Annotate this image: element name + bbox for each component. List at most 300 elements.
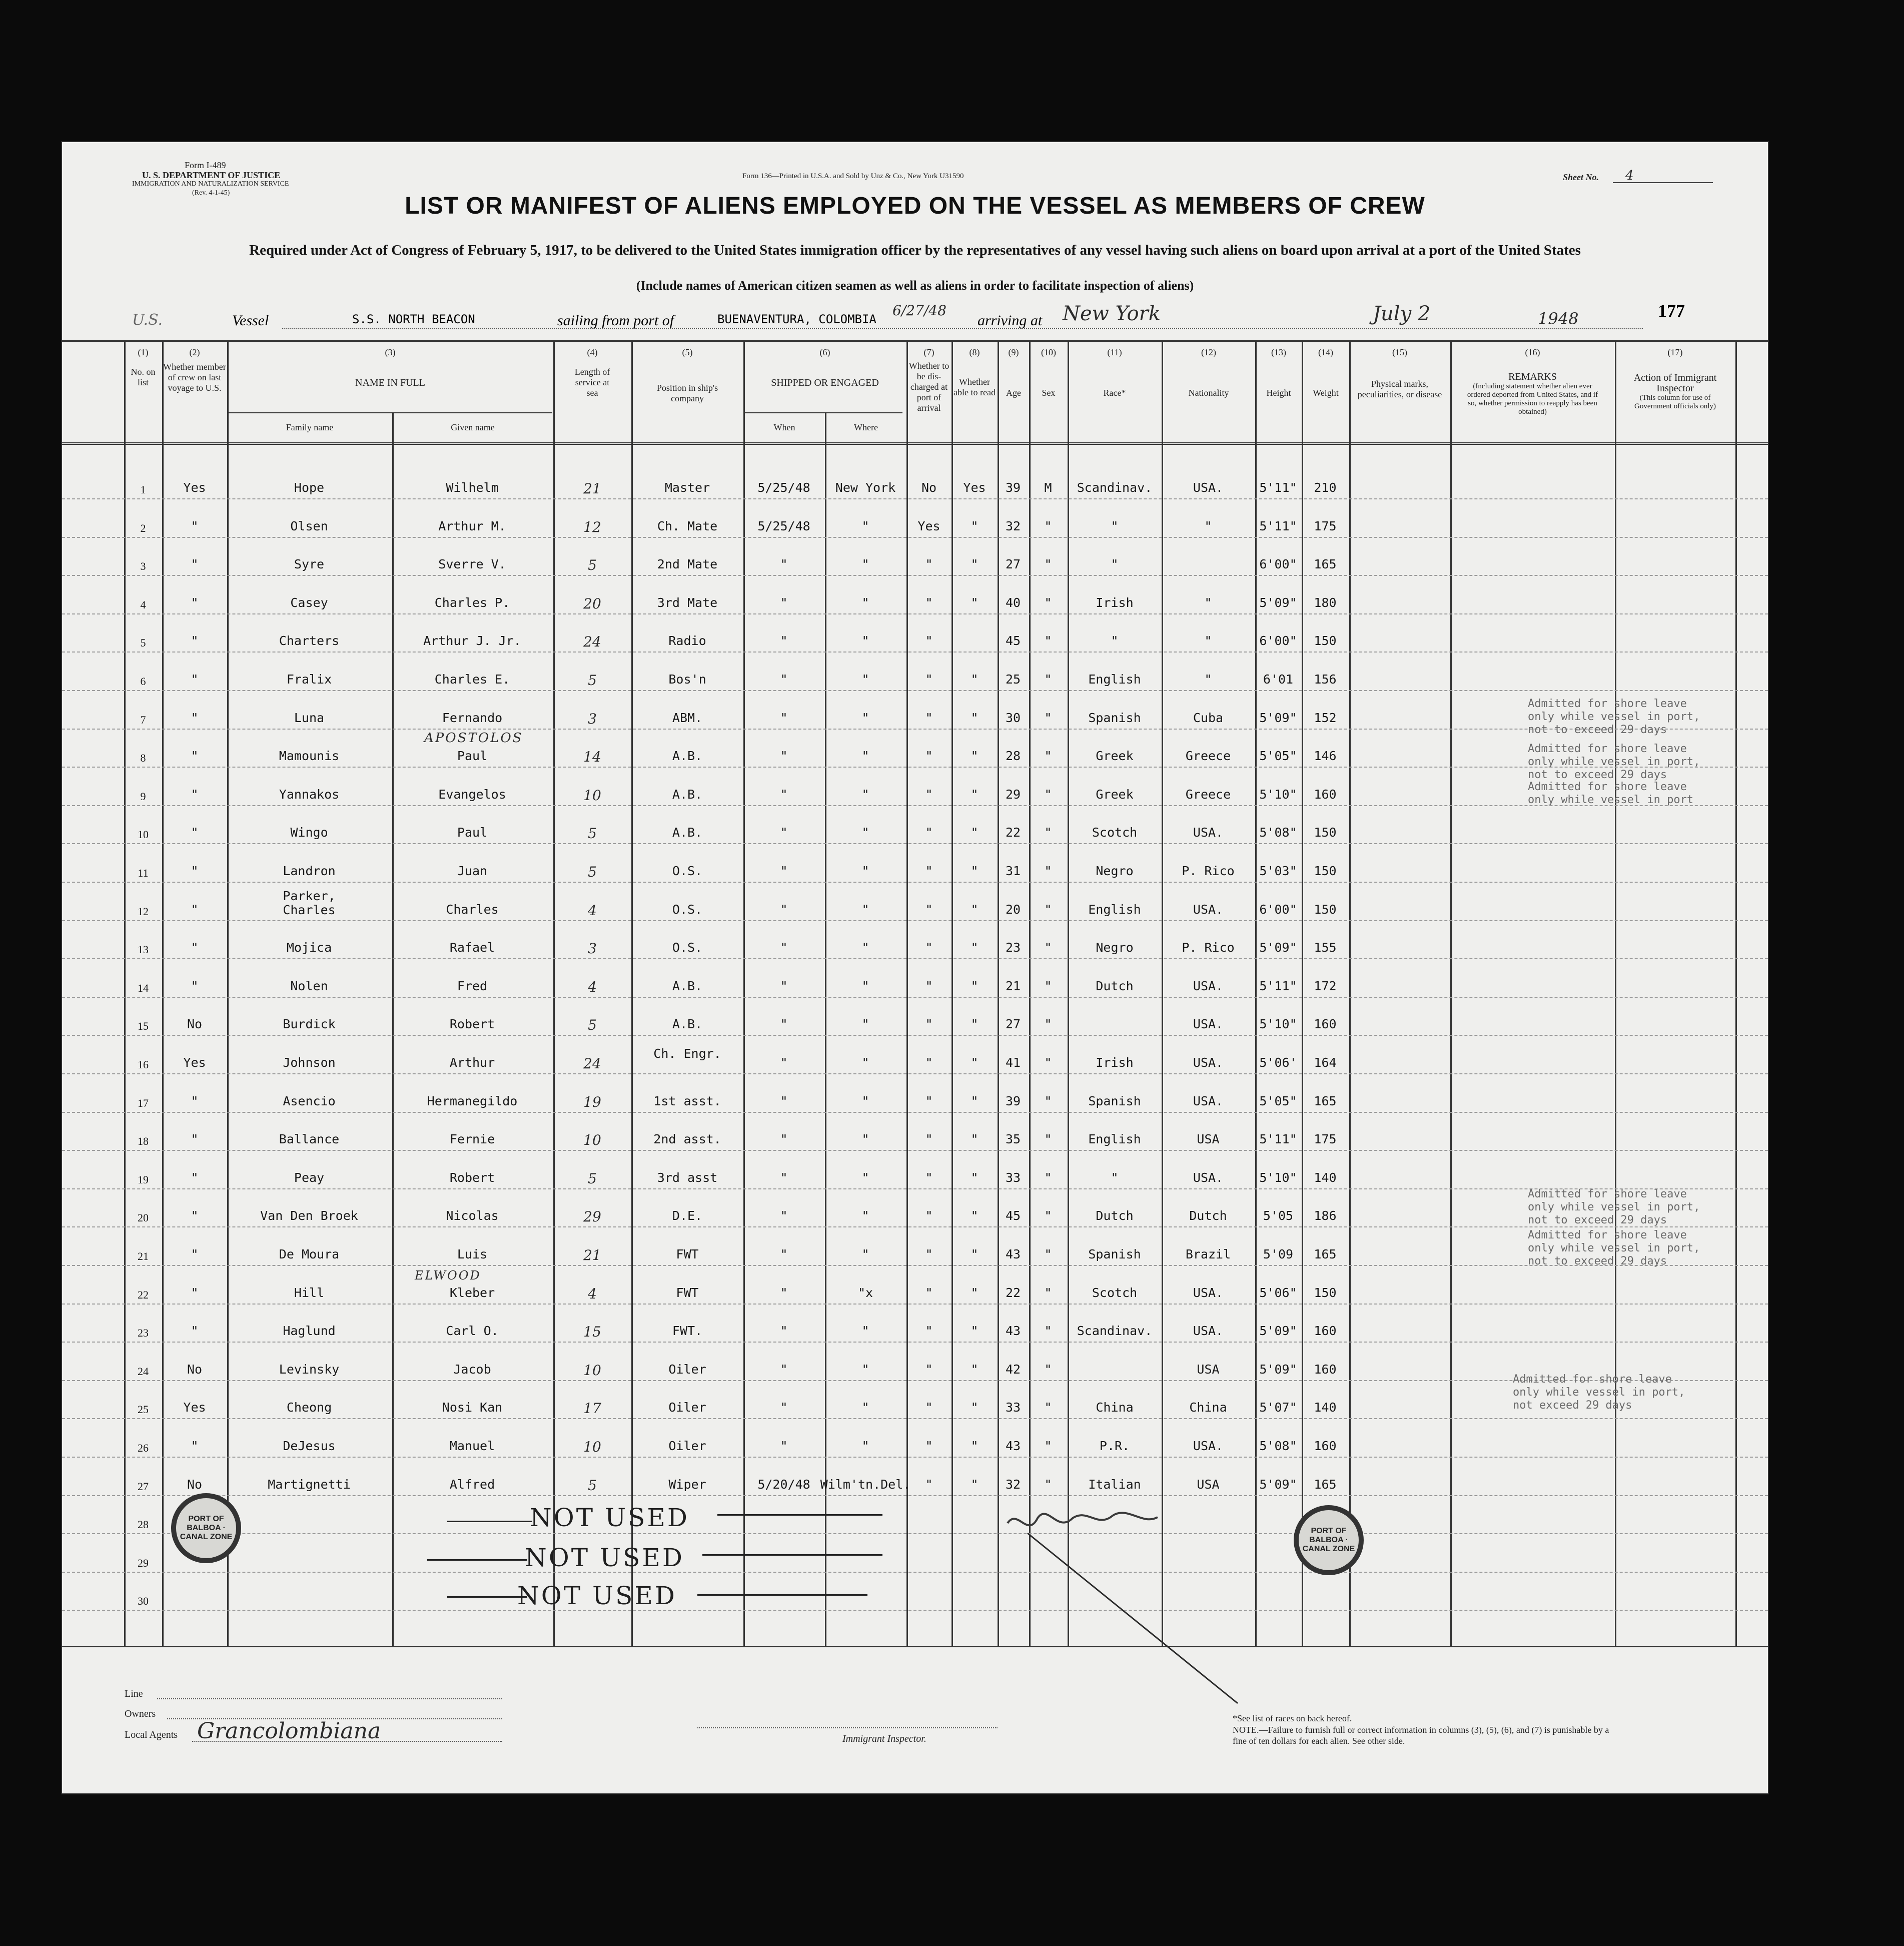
cell-read: ": [971, 1439, 979, 1453]
cell-disch: ": [925, 633, 933, 648]
cell-position: Ch. Mate: [657, 518, 718, 533]
cell-no: 20: [138, 1211, 149, 1224]
cell-no: 2: [140, 521, 146, 534]
row-rule: [62, 652, 1768, 653]
cell-when: ": [780, 864, 788, 878]
cell-service: 4: [588, 978, 597, 995]
cell-position: 2nd asst.: [653, 1132, 721, 1147]
cell-race: Italian: [1088, 1477, 1141, 1492]
cell-given: Hermanegildo: [427, 1093, 518, 1108]
cell-sex: ": [1044, 1093, 1052, 1108]
cell-weight: 150: [1314, 864, 1337, 878]
cell-when: ": [780, 749, 788, 764]
cell-sex: M: [1044, 480, 1052, 495]
col-header-11: (11) Race*: [1103, 347, 1126, 398]
cell-service: 10: [583, 1362, 601, 1379]
cell-given: Nicolas: [446, 1208, 499, 1223]
row-rule: [62, 1226, 1768, 1227]
cell-age: 22: [1005, 825, 1021, 840]
cell-prev: ": [191, 1170, 199, 1185]
cell-prev: ": [191, 633, 199, 648]
cell-service: 21: [583, 1247, 601, 1263]
cell-height: 5'08": [1259, 1439, 1297, 1453]
cell-age: 20: [1005, 902, 1021, 917]
cell-given: Arthur J. Jr.: [423, 633, 521, 648]
cell-sex: ": [1044, 710, 1052, 725]
cell-nat: USA.: [1193, 1170, 1224, 1185]
cell-prev: ": [191, 672, 199, 687]
cell-sex: ": [1044, 1208, 1052, 1223]
cell-position: Oiler: [668, 1362, 706, 1377]
not-used-line: [717, 1514, 882, 1516]
cell-weight: 180: [1314, 595, 1337, 610]
cell-given: Wilhelm: [446, 480, 499, 495]
cell-race: Spanish: [1088, 710, 1141, 725]
cell-where: ": [861, 1362, 869, 1377]
cell-no: 29: [138, 1556, 149, 1569]
cell-service: 15: [583, 1324, 601, 1341]
cell-nat: USA.: [1193, 1093, 1224, 1108]
cell-family: Wingo: [290, 825, 328, 840]
col-line: [825, 412, 826, 1646]
page-number: 177: [1658, 301, 1685, 321]
footer-owners-label: Owners: [125, 1708, 156, 1719]
cell-read: ": [971, 825, 979, 840]
col-line: [1302, 342, 1303, 1646]
cell-given: Robert: [449, 1170, 495, 1185]
row-rule: [62, 1495, 1768, 1496]
cell-where: Wilm'tn.Del.: [820, 1477, 911, 1492]
row-rule: [62, 498, 1768, 499]
not-used-line: [427, 1559, 527, 1561]
cell-height: 5'09": [1259, 1477, 1297, 1492]
col-line: [906, 342, 908, 1646]
cell-position: ABM.: [672, 710, 703, 725]
cell-when: 5/20/48: [757, 1477, 810, 1492]
cell-position: Wiper: [668, 1477, 706, 1492]
cell-family: Fralix: [286, 672, 332, 687]
cell-nat: Greece: [1185, 749, 1231, 764]
col-header-1: (1) No. on list: [131, 347, 156, 387]
cell-race: Negro: [1096, 940, 1134, 955]
cell-service: 5: [588, 825, 597, 842]
cell-no: 23: [138, 1327, 149, 1340]
cell-position: 2nd Mate: [657, 557, 718, 572]
date-from: 6/27/48: [892, 302, 946, 319]
row-rule: [62, 537, 1768, 538]
cell-family: Charters: [279, 633, 340, 648]
cell-service: 10: [583, 787, 601, 804]
cell-service: 5: [588, 1017, 597, 1034]
cell-sex: ": [1044, 1055, 1052, 1070]
cell-given: Rafael: [449, 940, 495, 955]
cell-read: ": [971, 1285, 979, 1300]
row-rule: [62, 1035, 1768, 1036]
cell-race: Dutch: [1096, 1208, 1134, 1223]
cell-nat: USA.: [1193, 1055, 1224, 1070]
cell-height: 6'00": [1259, 902, 1297, 917]
row-rule: [62, 1342, 1768, 1343]
cell-position: 3rd asst: [657, 1170, 718, 1185]
cell-disch: ": [925, 1439, 933, 1453]
col-header-10: (10) Sex: [1041, 347, 1056, 398]
cell-position: Oiler: [668, 1439, 706, 1453]
cell-weight: 160: [1314, 1362, 1337, 1377]
cell-no: 3: [140, 560, 146, 573]
cell-no: 4: [140, 598, 146, 611]
cell-height: 5'06': [1259, 1055, 1297, 1070]
cell-sex: ": [1044, 557, 1052, 572]
cell-height: 5'10": [1259, 1017, 1297, 1032]
cell-when: ": [780, 633, 788, 648]
col-header-17: (17) Action of Immigrant Inspector (This column for use of Government officials only): [1633, 347, 1717, 410]
cell-given: Jacob: [453, 1362, 491, 1377]
cell-no: 22: [138, 1288, 149, 1301]
cell-family: Johnson: [283, 1055, 336, 1070]
cell-nat: Dutch: [1189, 1208, 1227, 1223]
header-bottom-rule: [62, 442, 1768, 445]
cell-where: ": [861, 1400, 869, 1415]
col-line: [1615, 342, 1616, 1646]
cell-disch: ": [925, 864, 933, 878]
col-header-3b: Given name: [451, 422, 495, 432]
cell-prev: ": [191, 902, 199, 917]
row-rule: [62, 1265, 1768, 1266]
cell-position: FWT: [676, 1247, 699, 1261]
cell-given: Robert: [449, 1017, 495, 1032]
row-rule: [62, 767, 1768, 768]
cell-family: Landron: [283, 864, 336, 878]
cell-family: Hill: [294, 1285, 325, 1300]
cell-family: Nolen: [290, 978, 328, 993]
manifest-sheet: [62, 142, 1768, 1793]
cell-age: 33: [1005, 1400, 1021, 1415]
cell-given: Paul: [457, 825, 488, 840]
cell-height: 5'11": [1259, 518, 1297, 533]
cell-when: ": [780, 940, 788, 955]
cell-where: ": [861, 633, 869, 648]
cell-given: Charles P.: [434, 595, 510, 610]
cell-age: 30: [1005, 710, 1021, 725]
right-port-seal: PORT OF BALBOA · CANAL ZONE: [1294, 1505, 1364, 1575]
cell-height: 5'09": [1259, 710, 1297, 725]
cell-disch: ": [925, 749, 933, 764]
cell-disch: ": [925, 978, 933, 993]
cell-race: Spanish: [1088, 1093, 1141, 1108]
remark-row-25: Admitted for shore leave only while vessel in port, not exceed 29 days: [1513, 1373, 1685, 1412]
cell-height: 6'01: [1263, 672, 1294, 687]
cell-height: 5'11": [1259, 978, 1297, 993]
cell-age: 40: [1005, 595, 1021, 610]
row-rule: [62, 1150, 1768, 1151]
col-header-8: (8) Whether able to read: [954, 347, 996, 397]
col-line: [553, 342, 555, 1646]
cell-service: 20: [583, 595, 601, 612]
cell-where: ": [861, 940, 869, 955]
sailing-label: sailing from port of: [557, 312, 674, 329]
cell-weight: 210: [1314, 480, 1337, 495]
not-used-30: NOT USED: [517, 1581, 677, 1610]
cell-given: Nosi Kan: [442, 1400, 503, 1415]
remark-row-8: Admitted for shore leave only while vessel in port, not to exceed 29 days: [1528, 743, 1700, 781]
cell-no: 12: [138, 905, 149, 918]
cell-age: 22: [1005, 1285, 1021, 1300]
cell-race: Scotch: [1092, 1285, 1138, 1300]
cell-prev: ": [191, 518, 199, 533]
cell-age: 45: [1005, 1208, 1021, 1223]
cell-given: Arthur M.: [438, 518, 506, 533]
cell-age: 32: [1005, 1477, 1021, 1492]
cell-service: 10: [583, 1132, 601, 1149]
cell-read: ": [971, 1093, 979, 1108]
cell-read: ": [971, 557, 979, 572]
col-line: [124, 342, 126, 1646]
cell-read: ": [971, 902, 979, 917]
cell-read: ": [971, 1324, 979, 1339]
col-line: [1450, 342, 1452, 1646]
vessel-name: S.S. NORTH BEACON: [352, 312, 475, 326]
race-note: *See list of races on back hereof.: [1233, 1713, 1352, 1723]
cell-prev: ": [191, 1208, 199, 1223]
col-line: [1735, 342, 1737, 1646]
cell-race: English: [1088, 902, 1141, 917]
cell-height: 5'08": [1259, 825, 1297, 840]
cell-disch: ": [925, 1093, 933, 1108]
cell-given: Carl O.: [446, 1324, 499, 1339]
remark-row-20: Admitted for shore leave only while vessel in port, not to exceed 29 days: [1528, 1188, 1700, 1226]
cell-nat: Greece: [1185, 787, 1231, 802]
cell-weight: 152: [1314, 710, 1337, 725]
table-bottom-rule: [62, 1646, 1768, 1647]
cell-age: 39: [1005, 480, 1021, 495]
col-line: [1349, 342, 1351, 1646]
cell-nat: ": [1204, 518, 1212, 533]
col-header-3: (3) NAME IN FULL: [355, 347, 425, 388]
cell-nat: USA.: [1193, 480, 1224, 495]
cell-no: 14: [138, 981, 149, 994]
cell-read: ": [971, 1362, 979, 1377]
cell-prev: ": [191, 787, 199, 802]
cell-no: 28: [138, 1518, 149, 1531]
cell-sex: ": [1044, 1400, 1052, 1415]
cell-weight: 165: [1314, 1477, 1337, 1492]
cell-where: ": [861, 1055, 869, 1070]
cell-service: 10: [583, 1439, 601, 1455]
cell-given: Alfred: [449, 1477, 495, 1492]
cell-disch: ": [925, 825, 933, 840]
cell-no: 10: [138, 828, 149, 841]
row-rule: [62, 1418, 1768, 1419]
cell-where: ": [861, 1093, 869, 1108]
cell-weight: 146: [1314, 749, 1337, 764]
footer-agents-value: Grancolombiana: [197, 1718, 381, 1744]
cell-position: A.B.: [672, 1017, 703, 1032]
cell-no: 21: [138, 1250, 149, 1262]
cell-weight: 155: [1314, 940, 1337, 955]
col-header-6b: Where: [854, 422, 878, 432]
cell-prev: ": [191, 595, 199, 610]
cell-family: Yannakos: [279, 787, 340, 802]
cell-age: 27: [1005, 1017, 1021, 1032]
cell-where: New York: [835, 480, 896, 495]
cell-nat: Brazil: [1185, 1247, 1231, 1261]
cell-disch: ": [925, 1017, 933, 1032]
cell-sex: ": [1044, 902, 1052, 917]
cell-sex: ": [1044, 787, 1052, 802]
cell-disch: ": [925, 1324, 933, 1339]
col-header-15: (15) Physical marks, peculiarities, or disease: [1357, 347, 1442, 399]
cell-disch: ": [925, 787, 933, 802]
cell-age: 43: [1005, 1247, 1021, 1261]
col-header-7: (7) Whether to be dis-charged at port of arrival: [908, 347, 949, 413]
cell-prev: ": [191, 749, 199, 764]
cell-race: Negro: [1096, 864, 1134, 878]
cell-read: ": [971, 940, 979, 955]
cell-weight: 150: [1314, 633, 1337, 648]
cell-weight: 165: [1314, 1247, 1337, 1261]
cell-weight: 150: [1314, 902, 1337, 917]
cell-disch: ": [925, 672, 933, 687]
cell-where: ": [861, 557, 869, 572]
cell-position: A.B.: [672, 825, 703, 840]
cell-service: 4: [588, 1285, 597, 1302]
cell-position: O.S.: [672, 902, 703, 917]
cell-height: 5'05": [1259, 749, 1297, 764]
not-used-line: [447, 1596, 527, 1598]
cell-service: 4: [588, 902, 597, 919]
cell-given: Kleber: [449, 1285, 495, 1300]
cell-where: ": [861, 864, 869, 878]
cell-where: ": [861, 595, 869, 610]
cell-no: 11: [138, 867, 149, 879]
cell-height: 5'11": [1259, 480, 1297, 495]
shipped-subheader-rule: [743, 412, 902, 413]
cell-service: 5: [588, 1170, 597, 1187]
inspector-signature: [998, 1503, 1278, 1713]
col-line: [392, 412, 394, 1646]
cell-prev: ": [191, 978, 199, 993]
cell-service: 17: [583, 1400, 601, 1417]
cell-where: ": [861, 1017, 869, 1032]
cell-disch: Yes: [917, 518, 940, 533]
cell-position: O.S.: [672, 864, 703, 878]
cell-race: Scandinav.: [1077, 480, 1153, 495]
page-title: LIST OR MANIFEST OF ALIENS EMPLOYED ON THE VESSEL AS MEMBERS OF CREW: [405, 193, 1425, 219]
cell-age: 33: [1005, 1170, 1021, 1185]
agency: U. S. DEPARTMENT OF JUSTICE: [142, 170, 281, 180]
cell-prev: Yes: [183, 1400, 206, 1415]
cell-sex: ": [1044, 1439, 1052, 1453]
cell-age: 43: [1005, 1324, 1021, 1339]
cell-service: 5: [588, 672, 597, 689]
cell-service: 14: [583, 749, 601, 766]
cell-disch: ": [925, 710, 933, 725]
row-rule: [62, 1572, 1768, 1573]
cell-given: Sverre V.: [438, 557, 506, 572]
cell-nat: Cuba: [1193, 710, 1224, 725]
cell-age: 23: [1005, 940, 1021, 955]
cell-service: 19: [583, 1093, 601, 1110]
cell-age: 21: [1005, 978, 1021, 993]
cell-where: ": [861, 978, 869, 993]
cell-age: 31: [1005, 864, 1021, 878]
col-header-13: (13) Height: [1266, 347, 1291, 398]
cell-family: Parker, Charles: [283, 888, 336, 917]
cell-family: Hope: [294, 480, 325, 495]
cell-no: 16: [138, 1058, 149, 1071]
cell-age: 35: [1005, 1132, 1021, 1147]
cell-sex: ": [1044, 595, 1052, 610]
row-rule: [62, 1304, 1768, 1305]
cell-read: ": [971, 787, 979, 802]
col-line: [1162, 342, 1163, 1646]
col-header-4: (4) Length of service at sea: [574, 347, 610, 398]
cell-where: ": [861, 1208, 869, 1223]
cell-when: ": [780, 557, 788, 572]
cell-read: ": [971, 518, 979, 533]
cell-sex: ": [1044, 1324, 1052, 1339]
cell-family: Syre: [294, 557, 325, 572]
cell-prev: ": [191, 940, 199, 955]
cell-nat: USA: [1197, 1362, 1220, 1377]
cell-service: 3: [588, 710, 597, 727]
cell-given: Luis: [457, 1247, 488, 1261]
not-used-line: [702, 1554, 882, 1556]
cell-no: 17: [138, 1096, 149, 1109]
annotation-elwood: ELWOOD: [415, 1268, 481, 1282]
inspector-label: Immigrant Inspector.: [842, 1733, 926, 1744]
col-line: [998, 342, 999, 1646]
cell-race: ": [1111, 633, 1119, 648]
cell-where: ": [861, 1439, 869, 1453]
row-rule: [62, 613, 1768, 614]
col-line: [227, 342, 229, 1646]
cell-height: 5'09": [1259, 595, 1297, 610]
cell-when: ": [780, 1400, 788, 1415]
left-port-seal: PORT OF BALBOA · CANAL ZONE: [171, 1493, 241, 1563]
cell-read: Yes: [963, 480, 986, 495]
col-header-16: (16) REMARKS (Including statement whether alien ever ordered deported from United States, and if so, whether permission to reapply has been obtained): [1467, 347, 1598, 416]
col-header-5: (5) Position in ship's company: [656, 347, 718, 403]
cell-service: 24: [583, 1055, 601, 1072]
port-from: BUENAVENTURA, COLOMBIA: [717, 312, 876, 326]
remark-row-7: Admitted for shore leave only while vessel in port, not to exceed 29 days: [1528, 698, 1700, 736]
cell-race: Irish: [1096, 1055, 1134, 1070]
cell-given: Charles: [446, 902, 499, 917]
cell-position: Bos'n: [668, 672, 706, 687]
cell-disch: No: [921, 480, 937, 495]
cell-age: 42: [1005, 1362, 1021, 1377]
cell-nat: ": [1204, 672, 1212, 687]
port-to: New York: [1063, 302, 1161, 325]
cell-when: ": [780, 978, 788, 993]
arrival-date: July 2: [1373, 302, 1431, 325]
cell-sex: ": [1044, 672, 1052, 687]
cell-disch: ": [925, 940, 933, 955]
cell-no: 30: [138, 1595, 149, 1608]
cell-sex: ": [1044, 1017, 1052, 1032]
cell-height: 5'09": [1259, 1362, 1297, 1377]
cell-family: Casey: [290, 595, 328, 610]
cell-no: 27: [138, 1480, 149, 1493]
col-header-3a: Family name: [286, 422, 334, 432]
cell-sex: ": [1044, 1477, 1052, 1492]
cell-height: 5'11": [1259, 1132, 1297, 1147]
cell-age: 27: [1005, 557, 1021, 572]
cell-where: "x: [857, 1285, 873, 1300]
cell-prev: ": [191, 1285, 199, 1300]
col-line: [1068, 342, 1069, 1646]
